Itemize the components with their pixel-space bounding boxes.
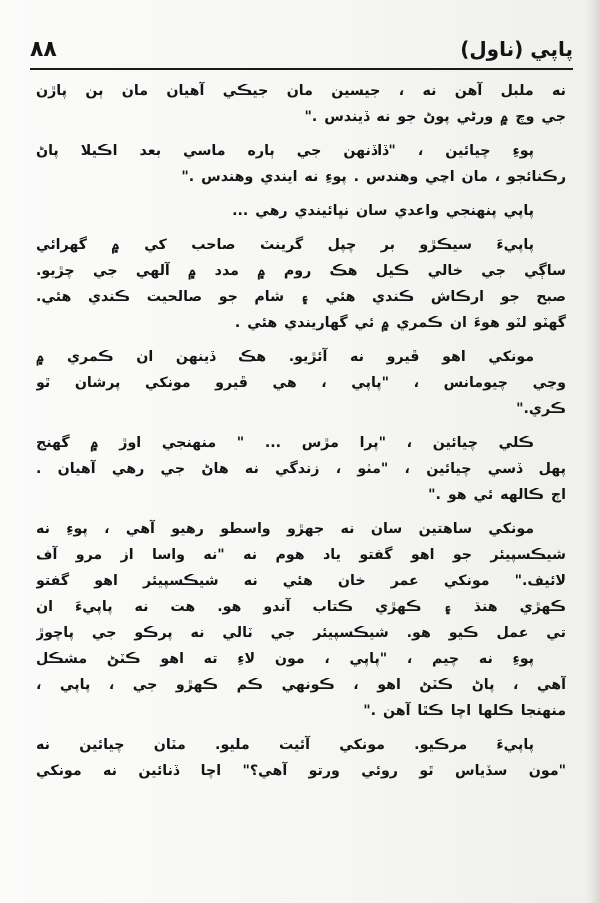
text-line: پهل ڏسي چيائين ، "مٺو ، زندگي نه هاڻ جي رهي آهيان . (36, 461, 566, 477)
text-line: پاپي پنهنجي واعدي سان نڀائيندي رهي ... (232, 203, 534, 219)
text-line: جي وچ ۾ ورڻي پوڻ جو نه ڏيندس ." (304, 109, 566, 125)
text-line: تي عمل ڪيو هو. شيڪسپيئر جي ٽالي نه پرڪو جي پاچوڙ (36, 625, 566, 641)
text-line: مونکي اهو ڦيرو نه آئڙيو. هڪ ڏينهن ان ڪمري ۾ (36, 349, 534, 365)
header-rule (30, 68, 573, 70)
paragraph (36, 732, 566, 784)
book-title: پاپي (ناول) (460, 37, 573, 61)
text-line: "مون سڏياس ٿو روئي ورتو آهي؟" اچا ڏنائين نه مونکي (36, 763, 566, 779)
text-line: ڪهڙي هنڌ ۽ ڪهڙي ڪتاب آندو هو. هت نه پاپيءَ ان (36, 599, 566, 615)
text-line: وڃي چيومانس ، "پاپي ، هي ڦيرو مونکي پرشان ٿو (36, 375, 566, 391)
text-line: پوءِ چيائين ، "ڏاڏنهن جي ٻاره ماسي بعد اڪيلا پاڻ (36, 143, 534, 159)
text-line: نه ملبل آهن نه ، جيسين مان جيڪي آهيان مان ٻن پاڙن (36, 83, 566, 99)
text-line: لائيف." مونکي عمر خان هئي نه شيڪسپيئر اهو گفتو (36, 573, 566, 589)
paragraph (36, 232, 566, 336)
text-line: مونکي ساهتين سان نه جهڙو واسطو رهيو آهي ، پوءِ نه (36, 521, 534, 537)
page-number: ٨٨ (30, 36, 57, 62)
paragraph (36, 138, 566, 190)
text-line: ساڳي جي خالي ڪيل هڪ روم ۾ مدد ۾ آلهي جي چڙيو. (36, 263, 566, 279)
text-line: رڪنائجو ، مان اڃي وهندس . پوءِ نه ايندي وهندس ." (181, 169, 566, 185)
text-line: گهٽو لٽو هوءَ ان ڪمري ۾ ئي گهاريندي هئي . (234, 315, 566, 331)
paragraph (36, 430, 566, 508)
text-line: پاپيءَ مرڪيو. مونکي آئيت مليو. مٽان چيائين نه (36, 737, 534, 753)
text-line: پاپيءَ سيڪڙو بر چپل گرينٽ صاحب کي ۾ گهرائي (36, 237, 534, 253)
paragraph (36, 516, 566, 724)
paragraph (36, 78, 566, 130)
text-line: اڄ ڪالهه ئي هو ." (428, 487, 566, 503)
paragraph (36, 344, 566, 422)
page-edge-shadow (586, 0, 600, 903)
paragraph (36, 198, 566, 224)
running-header (30, 34, 573, 64)
text-line: آهي ، پاڻ ڪٽڻ اهو ، ڪونهي ڪم ڪهڙو جي ، پاپي ، (36, 677, 566, 693)
text-line: صبح جو ارڪاش ڪندي هئي ۽ شام جو صالحيت ڪندي هئي. (36, 289, 566, 305)
text-line: ڪلي چيائين ، "پرا مڙس ... " منهنجي اوڙ ۾ گهنج (36, 435, 534, 451)
body-text (36, 78, 566, 784)
text-line: منهنجا ڪلها اچا ڪٿا آهن ." (363, 703, 566, 719)
text-line: شيڪسپيئر جو اهو گفتو ياد هوم نه "نه واسا از مرو آف (36, 547, 566, 563)
text-line: ڪري." (516, 401, 566, 417)
text-line: پوءِ نه چيم ، "پاپي ، مون لاءِ ته اهو ڪٽڻ مشڪل (36, 651, 534, 667)
